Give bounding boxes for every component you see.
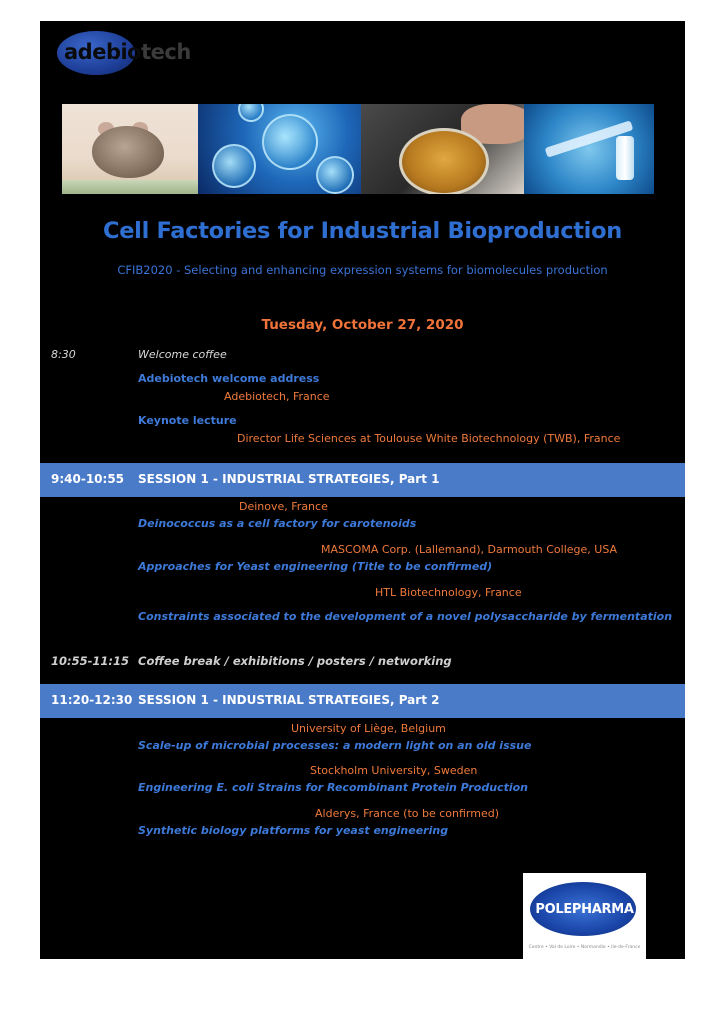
- break-time: 10:55-11:15: [51, 654, 129, 668]
- polepharma-logo: [523, 873, 646, 959]
- talk-org: HTL Biotechnology, France: [375, 586, 522, 599]
- talk-title: Scale-up of microbial processes: a modern light on an old issue: [138, 739, 532, 752]
- talk-org: Deinove, France: [239, 500, 328, 513]
- page-subtitle: CFIB2020 - Selecting and enhancing expression systems for biomolecules production: [117, 263, 608, 277]
- talk-title: Deinococcus as a cell factory for carotenoids: [138, 517, 417, 530]
- mouse-photo: [62, 104, 198, 194]
- talk-title: Engineering E. coli Strains for Recombinant Protein Production: [138, 781, 528, 794]
- talk-title: Constraints associated to the development of a novel polysaccharide by fermentation: [138, 610, 673, 623]
- polepharma-regions: Centre • Val de Loire • Normandie • Ile-de-France: [528, 945, 641, 950]
- adebiotech-logo: [57, 31, 197, 75]
- petri-dish-photo: [361, 104, 524, 194]
- time-830: 8:30: [51, 348, 76, 361]
- logo-text-part1: adebio: [64, 40, 142, 64]
- talk-org: MASCOMA Corp. (Lallemand), Darmouth College, USA: [321, 543, 618, 556]
- logo-text-part2: tech: [141, 40, 191, 64]
- event-date: Tuesday, October 27, 2020: [261, 317, 464, 333]
- syringe-photo: [524, 104, 654, 194]
- session-2-header: [40, 684, 685, 718]
- banner-photos: [62, 104, 654, 194]
- page-title: Cell Factories for Industrial Bioproduction: [103, 218, 622, 244]
- cells-photo: [198, 104, 361, 194]
- session-1-time: 9:40-10:55: [51, 472, 125, 486]
- session-1-header: [40, 463, 685, 497]
- program-page: [40, 21, 685, 959]
- welcome-coffee: Welcome coffee: [138, 348, 227, 361]
- keynote-label: Keynote lecture: [138, 414, 237, 427]
- welcome-org: Adebiotech, France: [224, 390, 330, 403]
- polepharma-name: POLEPHARMA: [535, 902, 634, 917]
- talk-title: Synthetic biology platforms for yeast engineering: [138, 824, 449, 837]
- logo-text: [64, 40, 191, 64]
- welcome-address: Adebiotech welcome address: [138, 372, 320, 385]
- talk-org: Stockholm University, Sweden: [310, 764, 478, 777]
- keynote-org: Director Life Sciences at Toulouse White Biotechnology (TWB), France: [237, 432, 621, 445]
- talk-org: University of Liège, Belgium: [291, 722, 446, 735]
- talk-org: Alderys, France (to be confirmed): [315, 807, 500, 820]
- session-1-label: SESSION 1 - INDUSTRIAL STRATEGIES, Part 1: [138, 472, 440, 486]
- session-2-time: 11:20-12:30: [51, 693, 133, 707]
- talk-title: Approaches for Yeast engineering (Title to be confirmed): [138, 560, 493, 573]
- session-2-label: SESSION 1 - INDUSTRIAL STRATEGIES, Part 2: [138, 693, 440, 707]
- break-label: Coffee break / exhibitions / posters / networking: [138, 654, 452, 668]
